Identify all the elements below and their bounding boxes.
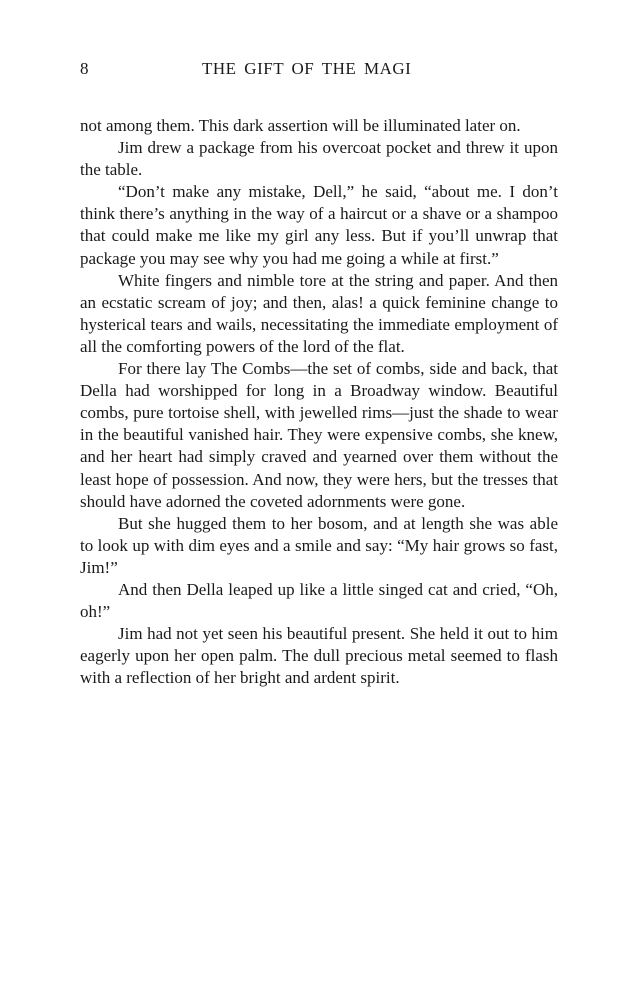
paragraph: And then Della leaped up like a little singed cat and cried, “Oh, oh!” [80, 579, 558, 622]
paragraph: Jim had not yet seen his beautiful present. She held it out to him eagerly upon her open palm. The dull precious metal seemed to flash with a reflection of her bright and ardent spirit. [80, 624, 558, 688]
body-text [80, 115, 558, 689]
paragraph: not among them. This dark assertion will be illuminated later on. [80, 116, 521, 135]
paragraph: But she hugged them to her bosom, and at length she was able to look up with dim eyes and a smile and say: “My hair grows so fast, Jim!” [80, 513, 558, 577]
page-header [80, 56, 558, 82]
paragraph: Jim drew a package from his overcoat pocket and threw it upon the table. [80, 138, 558, 180]
paragraph: “Don’t make any mistake, Dell,” he said, “about me. I don’t think there’s anything in the way of a haircut or a shave or a shampoo that could make me like my girl any less. But if you’ll unwrap that package you may see why you had me going a while at first.” [80, 182, 558, 268]
paragraph: For there lay The Combs—the set of combs, side and back, that Della had worshipped for long in a Broadway window. Beautiful combs, pure tortoise shell, with jewelled rims—just the shade to wear in the beautiful vanished hair. They were expensive combs, she knew, and her heart had simply craved and yearned over them without the least hope of possession. And now, they were hers, but the tresses that should have adorned the coveted adornments were gone. [80, 359, 558, 511]
running-title: THE GIFT OF THE MAGI [202, 59, 412, 78]
paragraph: White fingers and nimble tore at the string and paper. And then an ecstatic scream of joy; and then, alas! a quick feminine change to hysterical tears and wails, necessitating the immediate employment of all the comforting powers of the lord of the flat. [80, 270, 558, 356]
page-number: 8 [80, 59, 89, 78]
